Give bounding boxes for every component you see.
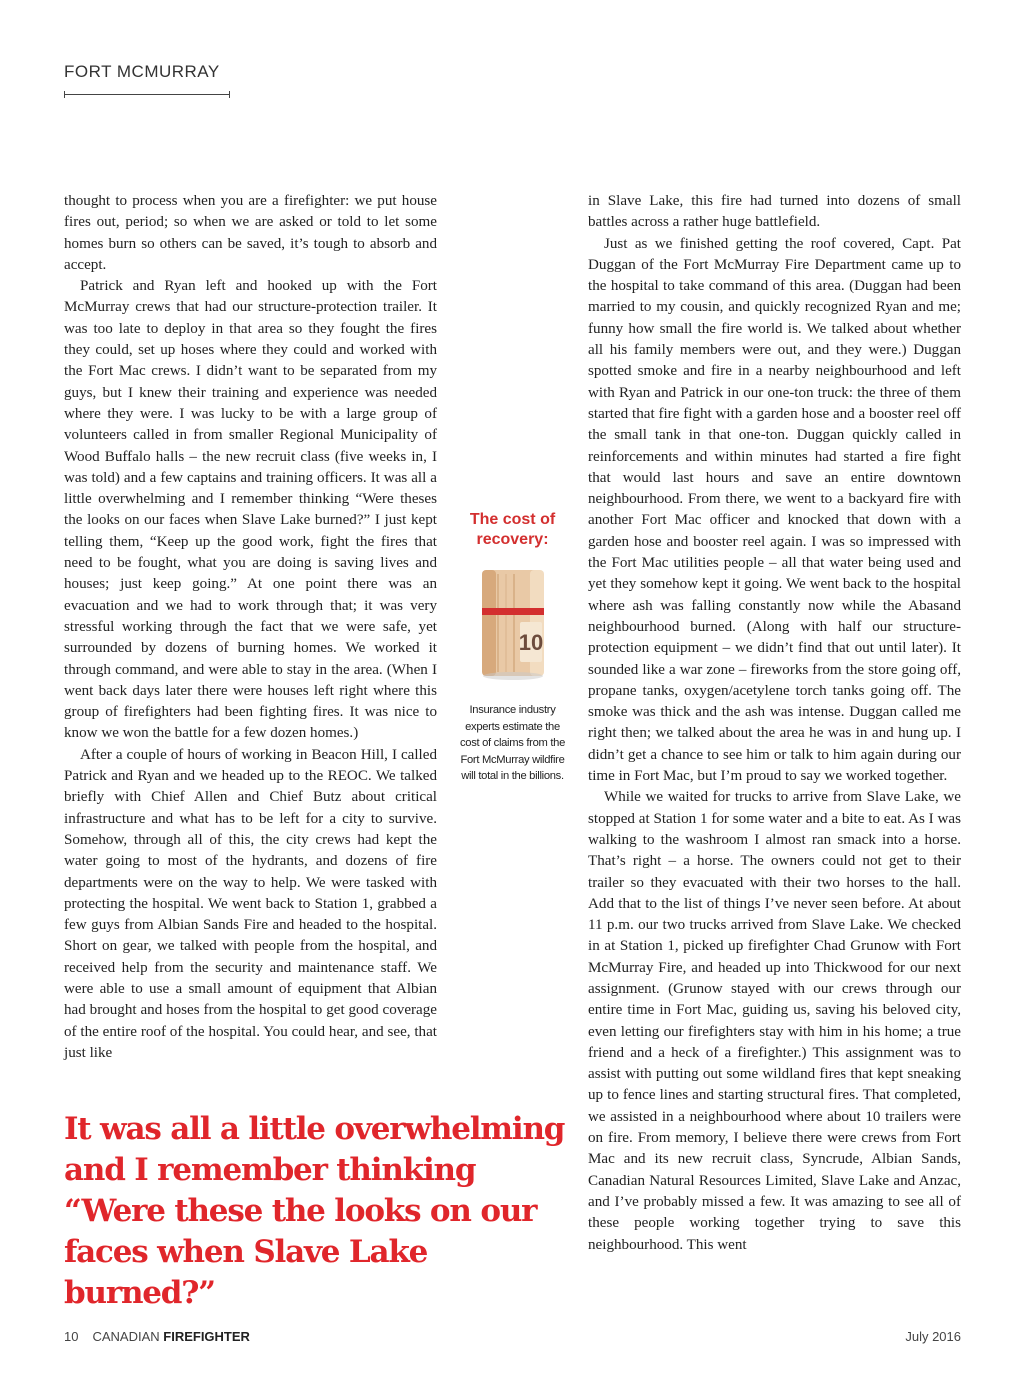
sidebar-heading: The cost of recovery:	[469, 511, 556, 548]
sidebar-caption: Insurance industry experts estimate the cost of claims from the Fort McMurray wildfire will total in the billions.	[459, 704, 565, 783]
section-rule	[64, 94, 230, 95]
paragraph: Patrick and Ryan left and hooked up with the Fort McMurray crews that had our structure-protection trailer. It was too late to deploy in that area so they fought the fires they could, set up hoses where they could and worked with the Fort Mac crews. I didn’t want to be separated from my guys, but I knew their training and experience was needed where they were. I was lucky to be with a large group of volunteers called in from smaller Regional Municipality of Wood Buffalo halls – the new recruit class (five weeks in, I was told) and a few captains and training officers. It was all a little overwhelming and I remember thinking “Were theses the looks on our faces when Slave Lake burned?” I just kept telling them, “Keep up the good work, fight the fires that need to be fought, what you are doing is saving lives and houses; just keep going.” At one point there was an evacuation and we had to work through that; it was very stressful working through the fact that we were safe, yet surrounded by dozens of burning homes. We worked it through command, and were able to stay in the area. (When I went back days later there were houses left right where this group of firefighters had been fighting fires. It was nice to know we won the battle for a few dozen homes.)	[64, 278, 437, 742]
magazine-name-light: CANADIAN	[92, 1329, 164, 1344]
section-label: FORT MCMURRAY	[64, 62, 220, 81]
pull-quote: It was all a little overwhelming and I remember thinking “Were these the looks on our faces when Slave Lake burned?”	[64, 1111, 565, 1311]
paragraph: While we waited for trucks to arrive from Slave Lake, we stopped at Station 1 for some water and a bite to eat. As I was walking to the washroom I almost ran smack into a horse. That’s right – a horse. The owners could not get to their trailer so they evacuated with their two horses to the hall. Add that to the list of things I’ve never seen before. At about 11 p.m. our two trucks arrived from Slave Lake. We checked in at Station 1, picked up firefighter Chad Grunow with Fort McMurray Fire, and headed up into Thickwood for our next assignment. (Grunow stayed with our crews through our entire time in Fort Mac, guiding us, saving his beloved city, even letting our firefighters stay with him in his home; a true friend and a heck of a firefighter.) This assignment was to assist with putting out some wildland fires that kept sneaking up to fence lines and starting structural fires. That completed, we assisted in a neighbourhood where about 10 trailers were on fire. From memory, I believe there were crews from Fort Mac and its new recruit class, Syncrude, Albian Sands, Canadian Natural Resources Limited, Slave Lake and Anzac, and I’ve probably missed a few. It was amazing to see all of these people working together trying to save this neighbourhood. This went	[588, 789, 961, 1253]
page-number: 10	[64, 1329, 79, 1344]
footer-left	[64, 1329, 250, 1344]
magazine-name-bold: FIREFIGHTER	[163, 1329, 250, 1344]
issue-date: July 2016	[905, 1329, 961, 1344]
paragraph: in Slave Lake, this fire had turned into dozens of small battles across a rather huge battlefield.	[588, 193, 961, 231]
banknote-number: 10	[518, 630, 543, 655]
paragraph: thought to process when you are a firefighter: we put house fires out, period; so when we are asked or told to let some homes burn so others can be saved, it’s tough to absorb and accept.	[64, 193, 437, 273]
right-column	[588, 191, 961, 1256]
sidebar	[455, 510, 570, 785]
left-column	[64, 191, 437, 1064]
cash-roll-icon	[478, 564, 548, 682]
cash-roll-graphic	[478, 564, 548, 682]
paragraph: After a couple of hours of working in Beacon Hill, I called Patrick and Ryan and we headed up to the REOC. We talked briefly with Chief Allen and Chief Butz about critical infrastructure and what has to be left for a city to survive. Somehow, through all of this, the city crews had kept the water going to most of the hydrants, and dozens of fire departments were on the way to help. We were tasked with protecting the hospital. We went back to Station 1, grabbed a few guys from Albian Sands Fire and headed to the hospital. Short on gear, we talked with people from the hospital, and received help from the security and maintenance staff. We were able to use a small amount of equipment that Albian had brought and hoses from the hospital to get good coverage of the entire roof of the hospital. You could hear, and see, that just like	[64, 746, 437, 1061]
paragraph: Just as we finished getting the roof covered, Capt. Pat Duggan of the Fort McMurray Fire Department came up to the hospital to take command of this area. (Duggan had been married to my cousin, and quickly recognized Ryan and me; funny how small the fire world is. We talked about whether all his family members were out, and they were.) Duggan spotted smoke and fire in a nearby neighbourhood and left with Ryan and Patrick in our one-ton truck: the three of them started that fire fight with a garden hose and a booster reel off the small tank in that one-ton. Duggan quickly called in reinforcements and within minutes had started a fire fight that would last hours and save an entire downtown neighbourhood. From there, we went to a backyard fire with another Fort Mac officer and knocked that down with a garden hose and booster reel again. I was so impressed with the Fort Mac utilities people – all that water being used and yet they somehow kept it going. We went back to the hospital where ash was falling constantly now while the Abasand neighbourhood burned. (Along with half our structure-protection equipment – we didn’t find that out until later). It sounded like a war zone – fireworks from the store going off, propane tanks, oxygen/acetylene torch tanks going off. The smoke was thick and the ash was intense. Duggan called me right then; we talked about the area he was in and hung up. I didn’t get a chance to see him or talk to him again during our time in Fort Mac, but I’m proud to say we worked together.	[588, 235, 961, 785]
